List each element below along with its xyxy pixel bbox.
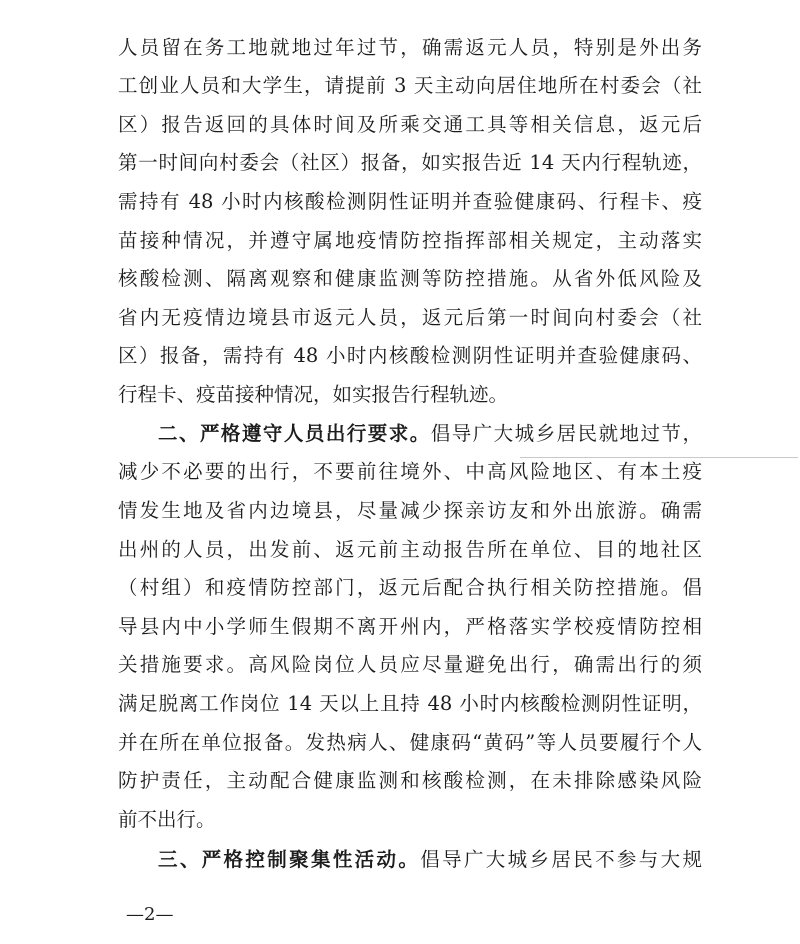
text-line: 人员留在务工地就地过年过节，确需返元人员，特别是外出务 (118, 36, 702, 59)
section-2-text: 倡导广大城乡居民就地过节， (430, 422, 702, 445)
text-line: 防护责任，主动配合健康监测和核酸检测，在未排除感染风险 (118, 769, 702, 792)
text-line: 减少不必要的出行，不要前往境外、中高风险地区、有本土疫 (118, 460, 702, 483)
text-line: 第一时间向村委会（社区）报备，如实报告近 14 天内行程轨迹， (118, 151, 702, 174)
text-line: 导县内中小学师生假期不离开州内，严格落实学校疫情防控相 (118, 615, 702, 638)
text-line: （村组）和疫情防控部门，返元后配合执行相关防控措施。倡 (118, 576, 702, 599)
text-line: 关措施要求。高风险岗位人员应尽量避免出行，确需出行的须 (118, 653, 702, 676)
text-line: 前不出行。 (118, 808, 216, 831)
text-line: 并在所在单位报备。发热病人、健康码“黄码”等人员要履行个人 (118, 731, 702, 754)
text-line: 核酸检测、隔离观察和健康监测等防控措施。从省外低风险及 (118, 267, 702, 290)
text-line: 情发生地及省内边境县，尽量减少探亲访友和外出旅游。确需 (118, 499, 702, 522)
text-line: 工创业人员和大学生，请提前 3 天主动向居住地所在村委会（社 (118, 74, 702, 97)
text-line: 出州的人员，出发前、返元前主动报告所在单位、目的地社区 (118, 538, 702, 561)
text-line: 苗接种情况，并遵守属地疫情防控指挥部相关规定，主动落实 (118, 229, 702, 252)
page-number: —2— (126, 904, 174, 925)
text-line: 行程卡、疫苗接种情况，如实报告行程轨迹。 (118, 383, 509, 406)
section-2-heading: 二、严格遵守人员出行要求。 (158, 422, 431, 445)
section-2-first-line (158, 422, 702, 446)
text-line: 区）报告返回的具体时间及所乘交通工具等相关信息，返元后 (118, 113, 702, 136)
text-line: 区）报备，需持有 48 小时内核酸检测阴性证明并查验健康码、 (118, 344, 702, 367)
section-3-heading: 三、严格控制聚集性活动。 (158, 848, 421, 871)
section-3-first-line (158, 848, 702, 872)
divider-line (520, 457, 798, 458)
text-line: 省内无疫情边境县市返元人员，返元后第一时间向村委会（社 (118, 306, 702, 329)
text-line: 需持有 48 小时内核酸检测阴性证明并查验健康码、行程卡、疫 (118, 190, 702, 213)
text-line: 满足脱离工作岗位 14 天以上且持 48 小时内核酸检测阴性证明， (118, 692, 702, 715)
section-3-text: 倡导广大城乡居民不参与大规 (420, 848, 702, 871)
